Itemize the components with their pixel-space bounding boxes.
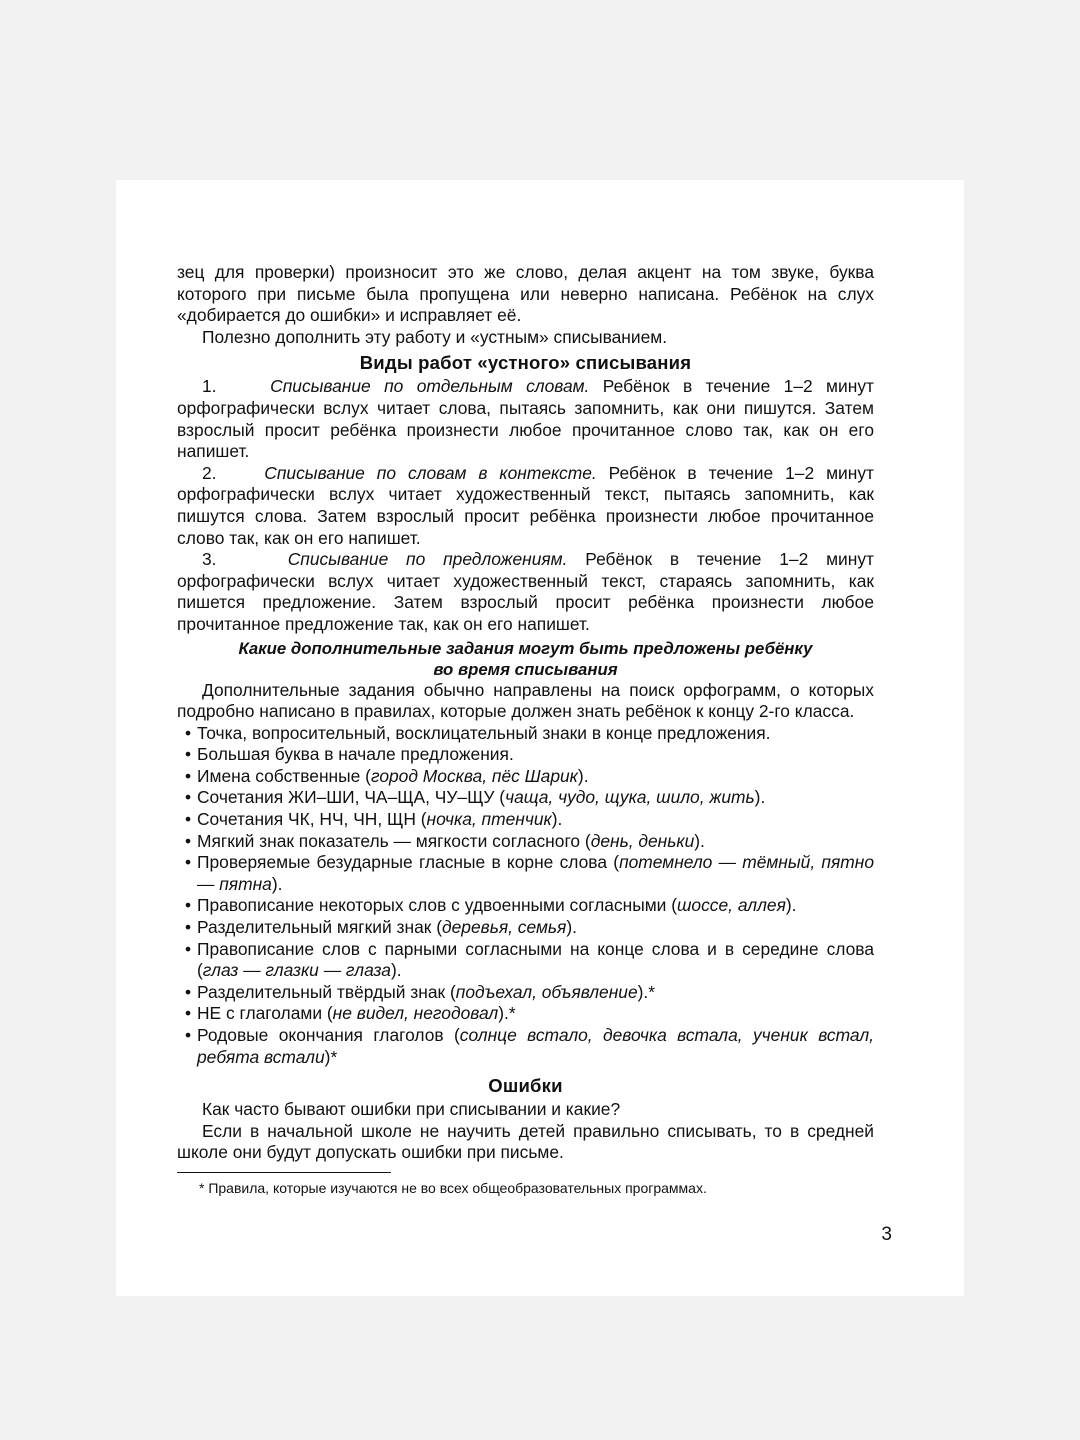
item-lead: Списывание по отдельным словам.: [270, 376, 590, 397]
bullet-dot: •: [185, 852, 192, 873]
bullet-dot: •: [185, 917, 192, 938]
bullet-text: Правописание слов с парными согласными на конце слова и в середине слова (: [197, 938, 874, 981]
bullet-tail: ).: [785, 895, 797, 916]
footnote-divider: [177, 1172, 391, 1173]
bullet-example: солнце встало, девочка встала, ученик встал, ребята встали: [197, 1025, 874, 1067]
bullet-text: Точка, вопросительный, восклицательный знаки в конце предложения.: [197, 722, 771, 743]
numbered-item-3: [177, 549, 874, 635]
bullet-tail: ).*: [498, 1003, 516, 1024]
bullet-dot: •: [185, 765, 192, 786]
bullet-text: Сочетания ЖИ–ШИ, ЧА–ЩА, ЧУ–ЩУ (: [197, 787, 506, 808]
item-lead: Списывание по предложениям.: [287, 549, 568, 570]
bullet-example: город Москва, пёс Шарик: [370, 765, 578, 786]
bullet-dot: •: [185, 722, 192, 743]
bullet-example: ночка, птенчик: [426, 809, 552, 830]
book-page: [116, 180, 964, 1296]
section-heading-errors: Ошибки: [488, 1075, 563, 1097]
bullet-dot: •: [185, 744, 192, 765]
bullet-text: Проверяемые безударные гласные в корне слова (: [197, 852, 620, 873]
bullet-tail: ).: [271, 873, 283, 894]
numbered-item-1: [177, 376, 874, 462]
bullet-item: [177, 744, 874, 766]
bullet-example: деревья, семья: [441, 917, 567, 938]
bullet-item: [177, 895, 874, 917]
bullet-dot: •: [185, 938, 192, 959]
bullet-dot: •: [185, 981, 192, 1002]
bullet-item: [177, 982, 874, 1004]
bullet-item: [177, 766, 874, 788]
bullet-dot: •: [185, 830, 192, 851]
bullet-tail: ).: [577, 765, 589, 786]
bullet-dot: •: [185, 787, 192, 808]
bullet-item: [177, 723, 874, 745]
section-heading-oral-copying: Виды работ «устного» списывания: [359, 352, 692, 374]
bullet-item: [177, 1025, 874, 1068]
bullet-dot: •: [185, 809, 192, 830]
bullet-example: подъехал, объявление: [455, 981, 638, 1002]
bullet-item: [177, 831, 874, 853]
bullet-dot: •: [185, 1025, 192, 1045]
bullet-example: день, деньки: [590, 830, 695, 851]
page-number: 3: [881, 1224, 892, 1245]
bullet-example: потемнело — тёмный, пятно — пятна: [197, 852, 874, 894]
bullet-tail: ).: [754, 787, 766, 808]
bullet-item: [177, 1003, 874, 1025]
item-text: Ребёнок в течение 1–2 минут орфографически вслух читает художественный текст, стараясь запомнить, как пишется предложение. Затем взрослый просит ребёнка произнести любое прочитанное предложение так, как он его напишет.: [177, 549, 874, 634]
heading-line-2: во время списывания: [433, 659, 618, 679]
bullet-example: глаз — глазки — глаза: [202, 960, 391, 981]
bullet-item: [177, 787, 874, 809]
item-text: Ребёнок в течение 1–2 минут орфографически вслух читает художественный текст, пытаясь запомнить, как пишутся слова. Затем взрослый просит ребёнка произнести любое прочитанное слово так, как он его напишет.: [177, 462, 875, 548]
errors-paragraph-1: Как часто бывают ошибки при списывании и какие?: [202, 1099, 621, 1120]
bullet-tail: ).*: [637, 981, 656, 1002]
bullet-text: Сочетания ЧК, НЧ, ЧН, ЩН (: [197, 809, 427, 830]
item-lead: Списывание по словам в контексте.: [264, 462, 597, 483]
bullet-dot: •: [185, 1003, 192, 1024]
bullet-item: [177, 809, 874, 831]
heading-line-1: Какие дополнительные задания могут быть предложены ребёнку: [238, 638, 813, 658]
footnote: * Правила, которые изучаются не во всех общеобразовательных программах.: [199, 1179, 707, 1196]
bullet-list: [177, 723, 874, 1069]
page-content: [177, 262, 874, 1197]
item-number: 1.: [202, 376, 217, 397]
bullet-example: чаща, чудо, щука, шило, жить: [505, 787, 755, 808]
bullet-tail: ).: [566, 917, 577, 938]
bullet-text: Имена собственные (: [197, 765, 371, 786]
bullet-item: [177, 852, 874, 895]
bullet-tail: ).: [551, 809, 563, 830]
item-text: Ребёнок в течение 1–2 минут орфографически вслух читает слова, пытаясь запомнить, как они пишутся. Затем взрослый просит ребёнка произнести любое прочитанное слово так, как он его напишет.: [177, 376, 874, 462]
item-number: 3.: [202, 549, 217, 570]
bullet-text: НЕ с глаголами (: [197, 1003, 333, 1024]
errors-paragraph-2: Если в начальной школе не научить детей правильно списывать, то в средней школе они будут допускать ошибки при письме.: [177, 1120, 874, 1163]
bullet-tail: ).: [390, 960, 402, 981]
section-heading-additional-tasks: [177, 638, 874, 680]
bullet-text: Родовые окончания глаголов (: [197, 1025, 460, 1045]
bullet-text: Разделительный мягкий знак (: [197, 917, 442, 938]
bullet-tail: )*: [324, 1046, 338, 1067]
bullet-text: Мягкий знак показатель — мягкости согласного (: [197, 830, 591, 851]
bullet-item: [177, 939, 874, 982]
numbered-item-2: [177, 463, 874, 549]
bullet-text: Разделительный твёрдый знак (: [197, 981, 456, 1002]
bullet-text: Правописание некоторых слов с удвоенными согласными (: [197, 895, 677, 916]
bullet-example: шоссе, аллея: [677, 895, 786, 916]
bullet-tail: ).: [694, 830, 705, 851]
intro-paragraph: зец для проверки) произносит это же слово, делая акцент на том звуке, буква которого при письме была пропущена или неверно написана. Ребёнок на слух «добирается до ошибки» и исправляет её.: [177, 262, 874, 326]
bullet-example: не видел, негодовал: [332, 1003, 499, 1024]
bullet-text: Большая буква в начале предложения.: [197, 744, 514, 765]
bullet-dot: •: [185, 895, 192, 916]
bullet-item: [177, 917, 874, 939]
item-number: 2.: [202, 462, 217, 483]
additional-tasks-intro: Дополнительные задания обычно направлены на поиск орфограмм, о которых подробно написано в правилах, которые должен знать ребёнок к концу 2-го класса.: [177, 679, 874, 722]
intro-paragraph-2: Полезно дополнить эту работу и «устным» списыванием.: [202, 326, 668, 347]
